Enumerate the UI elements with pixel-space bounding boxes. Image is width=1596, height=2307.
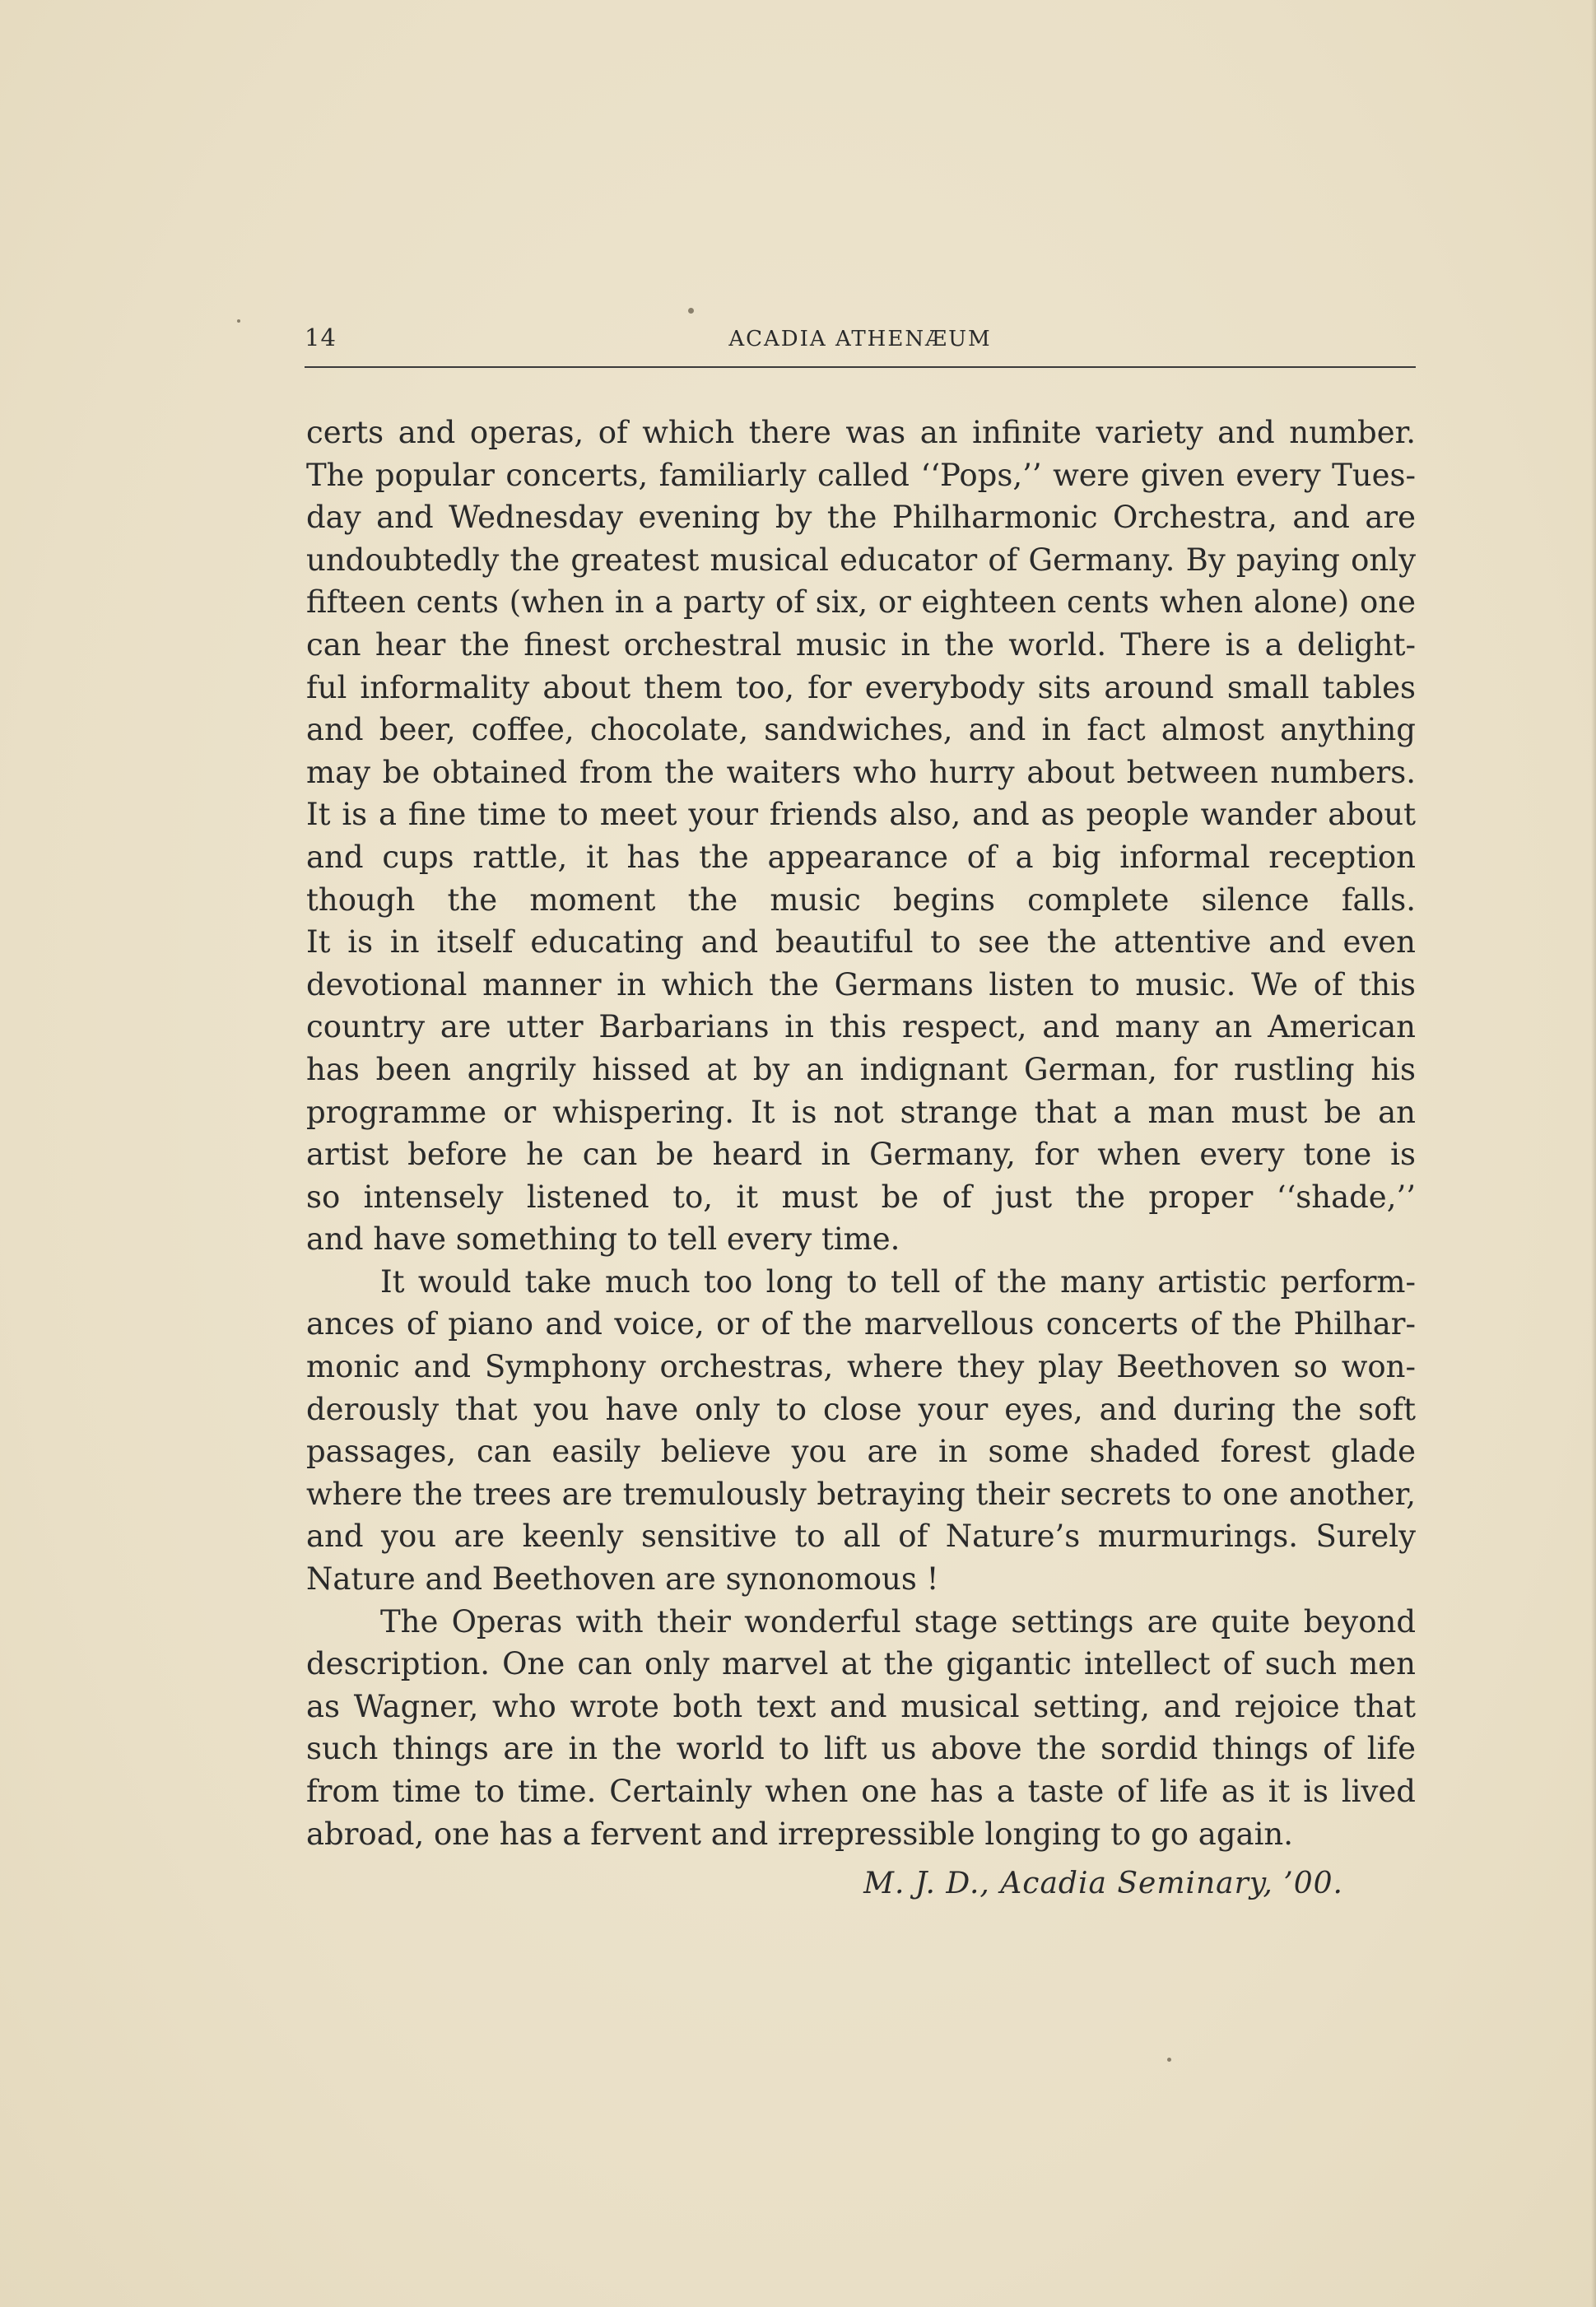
author-signature: M. J. D., Acadia Seminary, ’00.	[863, 1867, 1343, 1900]
text-line: It is a fine time to meet your friends also, and as people wander about	[306, 797, 1416, 833]
paper-speck	[1167, 2058, 1171, 2062]
text-line: where the trees are tremulously betraying their secrets to one another,	[306, 1476, 1416, 1512]
text-line: monic and Symphony orchestras, where they play Beethoven so won-	[306, 1349, 1416, 1385]
page-header	[305, 323, 1416, 373]
text-line: abroad, one has a fervent and irrepressible longing to go again.	[306, 1816, 1294, 1852]
text-line: fifteen cents (when in a party of six, or eighteen cents when alone) one	[306, 584, 1416, 621]
text-line: and have something to tell every time.	[306, 1221, 900, 1258]
text-line: artist before he can be heard in Germany, for when every tone is	[306, 1137, 1416, 1173]
text-line: derously that you have only to close your eyes, and during the soft	[306, 1391, 1416, 1427]
text-line: It is in itself educating and beautiful to see the attentive and even	[306, 924, 1416, 960]
paper-speck	[237, 319, 240, 323]
text-line: day and Wednesday evening by the Philharmonic Orchestra, and are	[306, 500, 1416, 536]
text-line: undoubtedly the greatest musical educator of Germany. By paying only	[306, 542, 1416, 578]
text-line: may be obtained from the waiters who hurry about between numbers.	[306, 754, 1416, 790]
page-number: 14	[305, 323, 337, 351]
text-line: as Wagner, who wrote both text and musical setting, and rejoice that	[306, 1688, 1416, 1724]
text-line: programme or whispering. It is not strange that a man must be an	[306, 1094, 1416, 1130]
text-line: ances of piano and voice, or of the marvellous concerts of the Philhar-	[306, 1306, 1416, 1342]
running-title: ACADIA ATHENÆUM	[728, 327, 992, 351]
page-edge-shadow	[1591, 0, 1596, 2307]
text-line: passages, can easily believe you are in some shaded forest glade	[306, 1434, 1416, 1470]
text-line: Nature and Beethoven are synonomous !	[306, 1561, 939, 1598]
paragraph	[306, 412, 1416, 1261]
text-line: ful informality about them too, for everybody sits around small tables	[306, 669, 1416, 705]
text-line: It would take much too long to tell of the many artistic perform-	[380, 1263, 1416, 1300]
text-line: can hear the finest orchestral music in the world. There is a delight-	[306, 626, 1416, 663]
text-line: The Operas with their wonderful stage settings are quite beyond	[380, 1603, 1416, 1640]
text-line: and you are keenly sensitive to all of Nature’s murmurings. Surely	[306, 1519, 1416, 1555]
text-line: certs and operas, of which there was an infinite variety and number.	[306, 415, 1416, 450]
text-line: description. One can only marvel at the gigantic intellect of such men	[306, 1646, 1416, 1682]
text-line: has been angrily hissed at by an indignant German, for rustling his	[306, 1051, 1416, 1087]
text-line: devotional manner in which the Germans listen to music. We of this	[306, 966, 1416, 1002]
paragraph	[306, 1261, 1416, 1601]
text-line: from time to time. Certainly when one has a taste of life as it is lived	[306, 1774, 1416, 1809]
text-line: such things are in the world to lift us above the sordid things of life	[306, 1731, 1416, 1767]
text-line: country are utter Barbarians in this respect, and many an American	[306, 1009, 1416, 1045]
text-line: though the moment the music begins complete silence falls.	[306, 881, 1416, 918]
text-line: so intensely listened to, it must be of just the proper ‘‘shade,’’	[306, 1179, 1416, 1215]
article-body	[306, 412, 1416, 1855]
text-line: and cups rattle, it has the appearance of a big informal reception	[306, 839, 1416, 875]
paragraph	[306, 1601, 1416, 1856]
text-line: and beer, coffee, chocolate, sandwiches, and in fact almost anything	[306, 712, 1416, 748]
header-rule	[305, 366, 1416, 368]
paper-speck	[688, 308, 694, 314]
text-line: The popular concerts, familiarly called ‘‘Pops,’’ were given every Tues-	[306, 457, 1416, 493]
